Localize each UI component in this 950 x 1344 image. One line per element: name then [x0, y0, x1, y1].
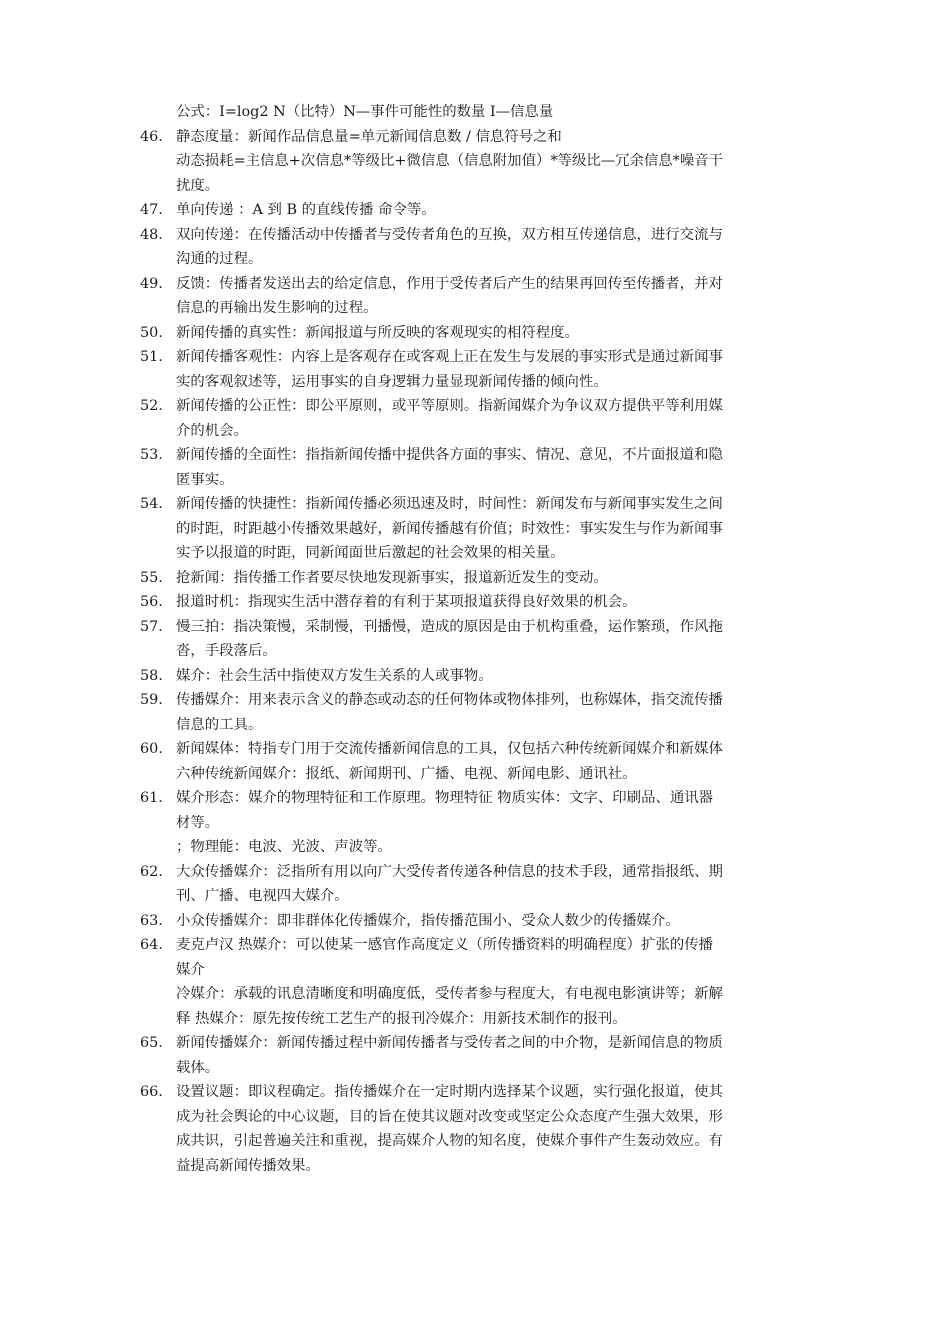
line-text: 介的机会。 [176, 422, 248, 439]
line-text: 成共识，引起普遍关注和重视，提高媒介人物的知名度，使媒介事件产生轰动效应。有 [176, 1133, 723, 1149]
text-line [140, 737, 830, 762]
text-line [140, 615, 830, 640]
item-number [140, 958, 176, 983]
item-number: 48. [140, 226, 163, 243]
line-text: 媒介 [176, 961, 205, 978]
item-number: 64. [140, 937, 163, 953]
text-line [140, 786, 830, 811]
item-number [140, 296, 176, 321]
line-text: 新闻传播媒介：新闻传播过程中新闻传播者与受传者之间的中介物，是新闻信息的物质 [176, 1035, 723, 1051]
text-line [140, 174, 830, 199]
text-line [140, 1007, 830, 1032]
text-line [140, 762, 830, 787]
item-number [140, 149, 176, 174]
item-number: 52. [140, 398, 163, 414]
item-number [140, 639, 176, 664]
item-number: 54. [140, 496, 163, 512]
text-line [140, 1154, 830, 1179]
item-number [140, 174, 176, 199]
text-line [140, 149, 830, 174]
line-text: 释 热媒介：原先按传统工艺生产的报刊冷媒介：用新技术制作的报刊。 [176, 1010, 627, 1027]
text-line [140, 419, 830, 444]
line-text: 设置议题：即议程确定。指传播媒介在一定时期内选择某个议题，实行强化报道，使其 [176, 1084, 723, 1100]
line-text: 成为社会舆论的中心议题，目的旨在使其议题对改变或坚定公众态度产生强大效果，形 [176, 1108, 723, 1125]
line-text: ；物理能：电波、光波、声波等。 [176, 839, 392, 855]
line-text: 小众传播媒介：即非群体化传播媒介，指传播范围小、受众人数少的传播媒介。 [176, 912, 680, 929]
line-text: 沓，手段落后。 [176, 643, 277, 659]
line-text: 大众传播媒介：泛指所有用以向广大受传者传递各种信息的技术手段，通常指报纸、期 [176, 863, 723, 880]
line-text: 益提高新闻传播效果。 [176, 1157, 320, 1174]
line-text: 媒介形态：媒介的物理特征和工作原理。物理特征 物质实体：文字、印刷品、通讯器 [176, 790, 714, 806]
line-text: 媒介：社会生活中指使双方发生关系的人或事物。 [176, 667, 493, 684]
text-line [140, 688, 830, 713]
line-text: 双向传递：在传播活动中传播者与受传者角色的互换，双方相互传递信息，进行交流与 [176, 226, 723, 243]
line-text: 实予以报道的时距，同新闻面世后激起的社会效果的相关量。 [176, 545, 565, 561]
line-text: 新闻媒体：特指专门用于交流传播新闻信息的工具，仅包括六种传统新闻媒介和新媒体 [176, 741, 723, 757]
text-line [140, 639, 830, 664]
line-text: 信息的再输出发生影响的过程。 [176, 300, 378, 316]
item-number: 61. [140, 790, 163, 806]
text-line [140, 1129, 830, 1154]
line-text: 新闻传播的快捷性：指新闻传播必须迅速及时，时间性：新闻发布与新闻事实发生之间 [176, 496, 723, 512]
item-number [140, 1105, 176, 1130]
line-text: 材等。 [176, 814, 220, 831]
item-number [140, 419, 176, 444]
text-line [140, 811, 830, 836]
text-line [140, 835, 830, 860]
item-number: 56. [140, 594, 163, 610]
text-line [140, 1105, 830, 1130]
text-line [140, 321, 830, 346]
text-line [140, 296, 830, 321]
text-line [140, 933, 830, 958]
text-line [140, 713, 830, 738]
item-number: 49. [140, 275, 163, 292]
line-text: 静态度量：新闻作品信息量=单元新闻信息数 / 信息符号之和 [176, 128, 562, 145]
item-number: 66. [140, 1084, 163, 1100]
item-number: 59. [140, 692, 163, 708]
document-body [140, 100, 830, 1178]
item-number: 62. [140, 863, 163, 880]
text-line [140, 884, 830, 909]
text-line [140, 345, 830, 370]
line-text: 实的客观叙述等，运用事实的自身逻辑力量显现新闻传播的倾向性。 [176, 373, 608, 390]
line-text: 信息的工具。 [176, 716, 263, 733]
line-text: 单向传递 ：A 到 B 的直线传播 命令等。 [176, 202, 436, 218]
item-number [140, 1056, 176, 1081]
line-text: 的时距，时距越小传播效果越好，新闻传播越有价值；时效性：事实发生与作为新闻事 [176, 520, 723, 537]
text-line [140, 100, 830, 125]
text-line [140, 468, 830, 493]
text-line [140, 443, 830, 468]
item-number [140, 517, 176, 542]
item-number [140, 762, 176, 787]
item-number: 55. [140, 569, 163, 586]
line-text: 公式：I=log2 N（比特）N—事件可能性的数量 I—信息量 [176, 104, 554, 120]
item-number [140, 835, 176, 860]
item-number [140, 541, 176, 566]
item-number [140, 370, 176, 395]
item-number [140, 982, 176, 1007]
line-text: 载体。 [176, 1059, 220, 1076]
line-text: 扰度。 [176, 177, 220, 194]
item-number [140, 811, 176, 836]
text-line [140, 541, 830, 566]
line-text: 刊、广播、电视四大媒介。 [176, 888, 349, 904]
item-number: 51. [140, 349, 163, 365]
line-text: 麦克卢汉 热媒介：可以使某一感官作高度定义（所传播资料的明确程度）扩张的传播 [176, 937, 714, 953]
item-number: 46. [140, 128, 163, 145]
item-number [140, 1154, 176, 1179]
text-line [140, 272, 830, 297]
text-line [140, 860, 830, 885]
text-line [140, 247, 830, 272]
item-number [140, 247, 176, 272]
item-number [140, 713, 176, 738]
line-text: 慢三拍：指决策慢，采制慢，刊播慢，造成的原因是由于机构重叠，运作繁琐，作风拖 [176, 618, 723, 635]
line-text: 反馈：传播者发送出去的给定信息，作用于受传者后产生的结果再回传至传播者，并对 [176, 275, 723, 292]
item-number: 57. [140, 618, 163, 635]
text-line [140, 590, 830, 615]
text-line [140, 370, 830, 395]
line-text: 抢新闻：指传播工作者要尽快地发现新事实，报道新近发生的变动。 [176, 569, 608, 586]
line-text: 匿事实。 [176, 471, 234, 488]
text-line [140, 664, 830, 689]
line-text: 新闻传播的真实性：新闻报道与所反映的客观现实的相符程度。 [176, 324, 579, 341]
line-text: 冷媒介：承载的讯息清晰度和明确度低，受传者参与程度大，有电视电影演讲等；新解 [176, 986, 723, 1002]
item-number: 50. [140, 324, 163, 341]
line-text: 新闻传播的全面性：指指新闻传播中提供各方面的事实、情况、意见，不片面报道和隐 [176, 447, 723, 463]
line-text: 动态损耗=主信息+次信息*等级比+微信息（信息附加值）*等级比—冗余信息*噪音干 [176, 153, 724, 169]
text-line [140, 566, 830, 591]
text-line [140, 1056, 830, 1081]
line-text: 沟通的过程。 [176, 251, 263, 267]
text-line [140, 198, 830, 223]
item-number [140, 1129, 176, 1154]
line-text: 报道时机：指现实生活中潜存着的有利于某项报道获得良好效果的机会。 [176, 594, 637, 610]
item-number: 63. [140, 912, 163, 929]
text-line [140, 909, 830, 934]
text-line [140, 1080, 830, 1105]
item-number: 58. [140, 667, 163, 684]
line-text: 六种传统新闻媒介：报纸、新闻期刊、广播、电视、新闻电影、通讯社。 [176, 765, 637, 782]
item-number: 53. [140, 447, 163, 463]
item-number [140, 468, 176, 493]
item-number: 60. [140, 741, 163, 757]
text-line [140, 517, 830, 542]
text-line [140, 125, 830, 150]
item-number [140, 1007, 176, 1032]
text-line [140, 982, 830, 1007]
item-number: 65. [140, 1035, 163, 1051]
text-line [140, 223, 830, 248]
line-text: 新闻传播客观性：内容上是客观存在或客观上正在发生与发展的事实形式是通过新闻事 [176, 349, 723, 365]
text-line [140, 492, 830, 517]
item-number: 47. [140, 202, 163, 218]
item-number [140, 100, 176, 125]
text-line [140, 394, 830, 419]
item-number [140, 884, 176, 909]
text-line [140, 958, 830, 983]
line-text: 传播媒介：用来表示含义的静态或动态的任何物体或物体排列，也称媒体，指交流传播 [176, 692, 723, 708]
text-line [140, 1031, 830, 1056]
line-text: 新闻传播的公正性：即公平原则，或平等原则。指新闻媒介为争议双方提供平等利用媒 [176, 398, 723, 414]
